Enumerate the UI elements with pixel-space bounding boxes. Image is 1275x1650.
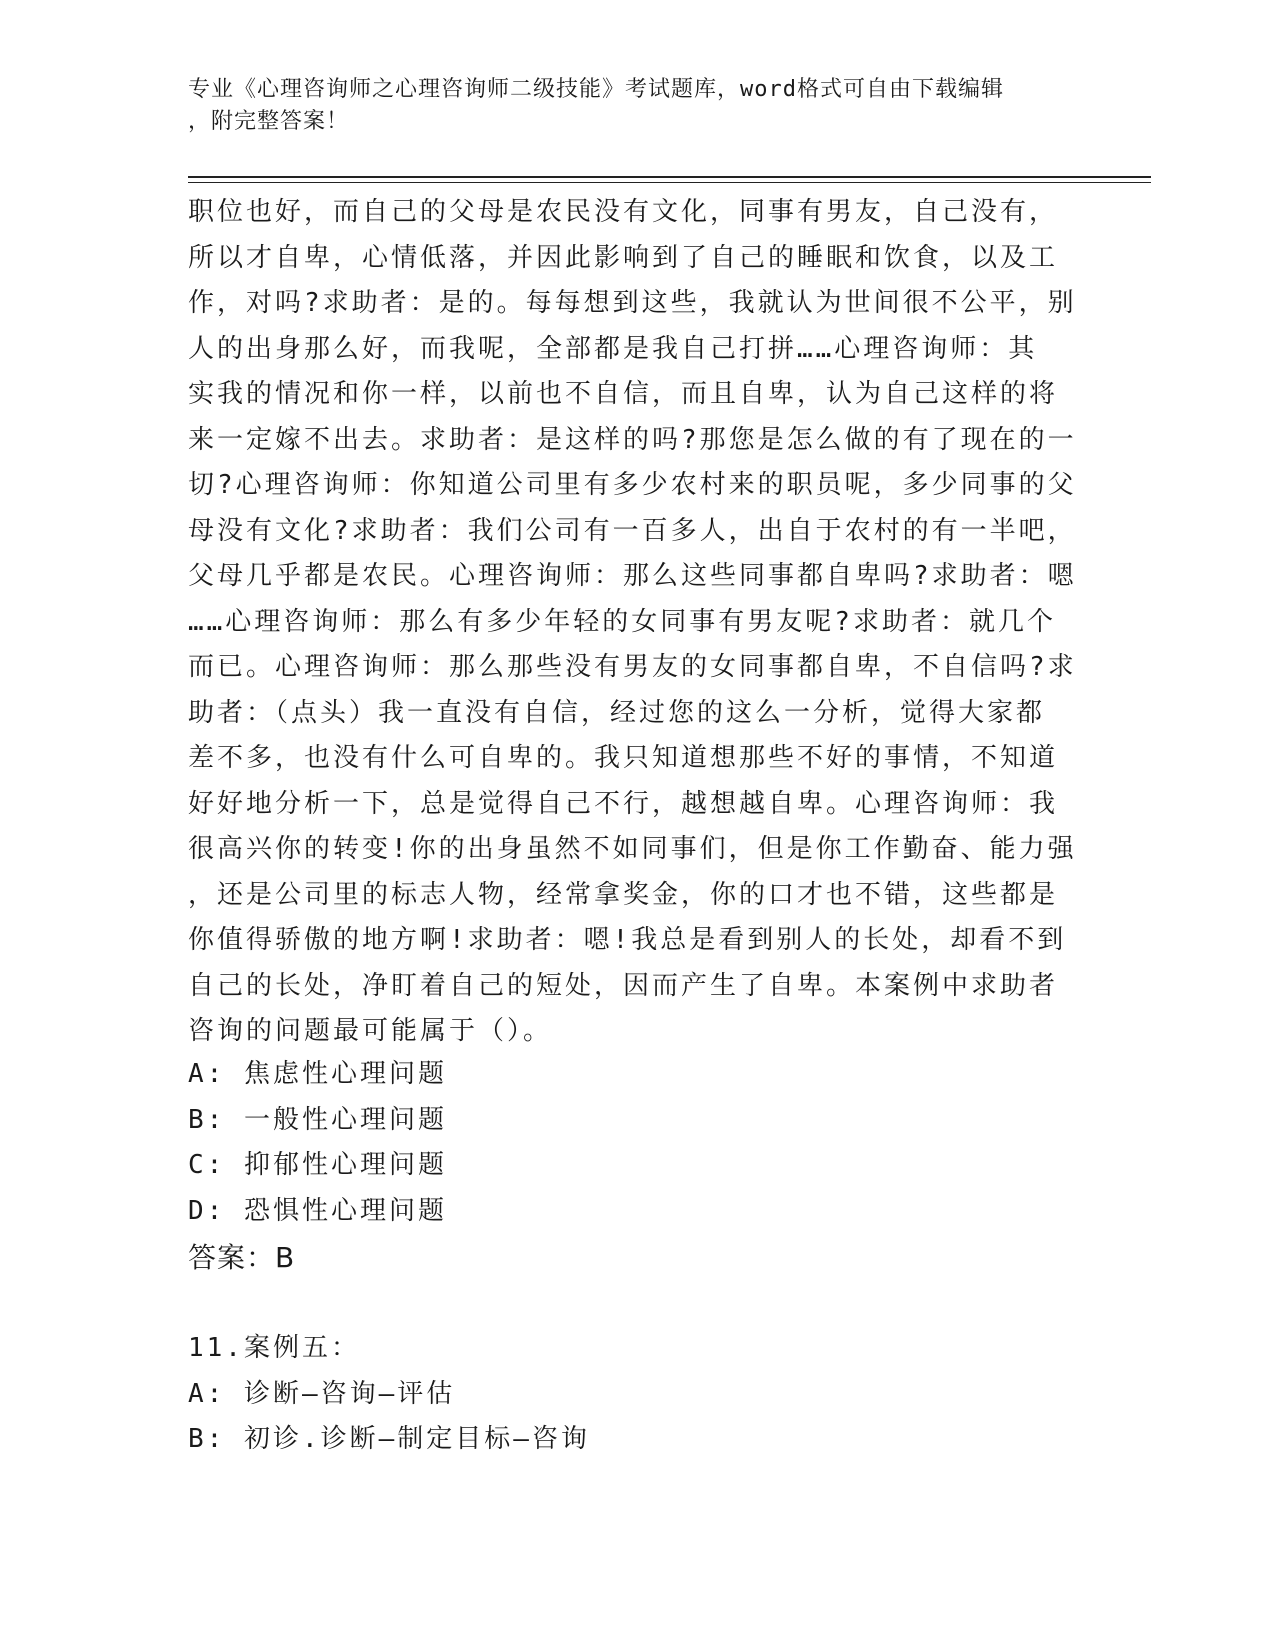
question-11-title: 11.案例五： <box>188 1333 360 1363</box>
question-line: 好好地分析一下，总是觉得自己不行，越想越自卑。心理咨询师：我 <box>188 788 1059 819</box>
question-line: ，还是公司里的标志人物，经常拿奖金，你的口才也不错，这些都是 <box>188 879 1059 910</box>
question-11-option-a: A: 诊断—咨询—评估 <box>188 1378 456 1409</box>
question-line: 职位也好，而自己的父母是农民没有文化，同事有男友，自己没有， <box>188 197 1059 227</box>
document-header <box>188 74 1068 138</box>
question-line: 切?心理咨询师：你知道公司里有多少农村来的职员呢，多少同事的父 <box>188 470 1077 500</box>
header-rule-thick <box>188 176 1151 178</box>
question-line: 自己的长处，净盯着自己的短处，因而产生了自卑。本案例中求助者 <box>188 970 1059 1001</box>
question-line: 作，对吗?求助者：是的。每每想到这些，我就认为世间很不公平，别 <box>188 288 1077 318</box>
question-line: 助者：（点头）我一直没有自信，经过您的这么一分析，觉得大家都 <box>188 697 1046 728</box>
question-line: 差不多，也没有什么可自卑的。我只知道想那些不好的事情，不知道 <box>188 743 1059 773</box>
option-c: C: 抑郁性心理问题 <box>188 1150 447 1180</box>
question-line: 实我的情况和你一样，以前也不自信，而且自卑，认为自己这样的将 <box>188 379 1059 409</box>
question-line: ……心理咨询师：那么有多少年轻的女同事有男友呢?求助者：就几个 <box>188 606 1056 637</box>
question-line: 咨询的问题最可能属于（）。 <box>188 1016 553 1046</box>
answer-options <box>188 1052 447 1234</box>
question-11-option-b: B: 初诊.诊断—制定目标—咨询 <box>188 1424 590 1454</box>
question-line: 母没有文化?求助者：我们公司有一百多人，出自于农村的有一半吧， <box>188 515 1077 546</box>
option-d: D: 恐惧性心理问题 <box>188 1195 447 1226</box>
question-line: 父母几乎都是农民。心理咨询师：那么这些同事都自卑吗?求助者：嗯 <box>188 561 1077 591</box>
question-line: 而已。心理咨询师：那么那些没有男友的女同事都自卑，不自信吗?求 <box>188 652 1077 682</box>
header-rule-thin <box>188 182 1151 183</box>
question-line: 所以才自卑，心情低落，并因此影响到了自己的睡眠和饮食，以及工 <box>188 242 1059 273</box>
header-line-1: 专业《心理咨询师之心理咨询师二级技能》考试题库，word格式可自由下载编辑 <box>188 77 1004 102</box>
option-a: A: 焦虑性心理问题 <box>188 1059 447 1089</box>
question-line: 来一定嫁不出去。求助者：是这样的吗?那您是怎么做的有了现在的一 <box>188 424 1077 455</box>
question-line: 人的出身那么好，而我呢，全部都是我自己打拼……心理咨询师：其 <box>188 333 1038 364</box>
answer-key: 答案：B <box>188 1241 296 1274</box>
header-line-2: ，附完整答案！ <box>188 109 350 134</box>
question-line: 你值得骄傲的地方啊!求助者：嗯!我总是看到别人的长处，却看不到 <box>188 925 1067 955</box>
question-text <box>188 190 1078 1055</box>
question-11 <box>188 1326 590 1463</box>
option-b: B: 一般性心理问题 <box>188 1104 447 1135</box>
question-line: 很高兴你的转变!你的出身虽然不如同事们，但是你工作勤奋、能力强 <box>188 834 1077 864</box>
